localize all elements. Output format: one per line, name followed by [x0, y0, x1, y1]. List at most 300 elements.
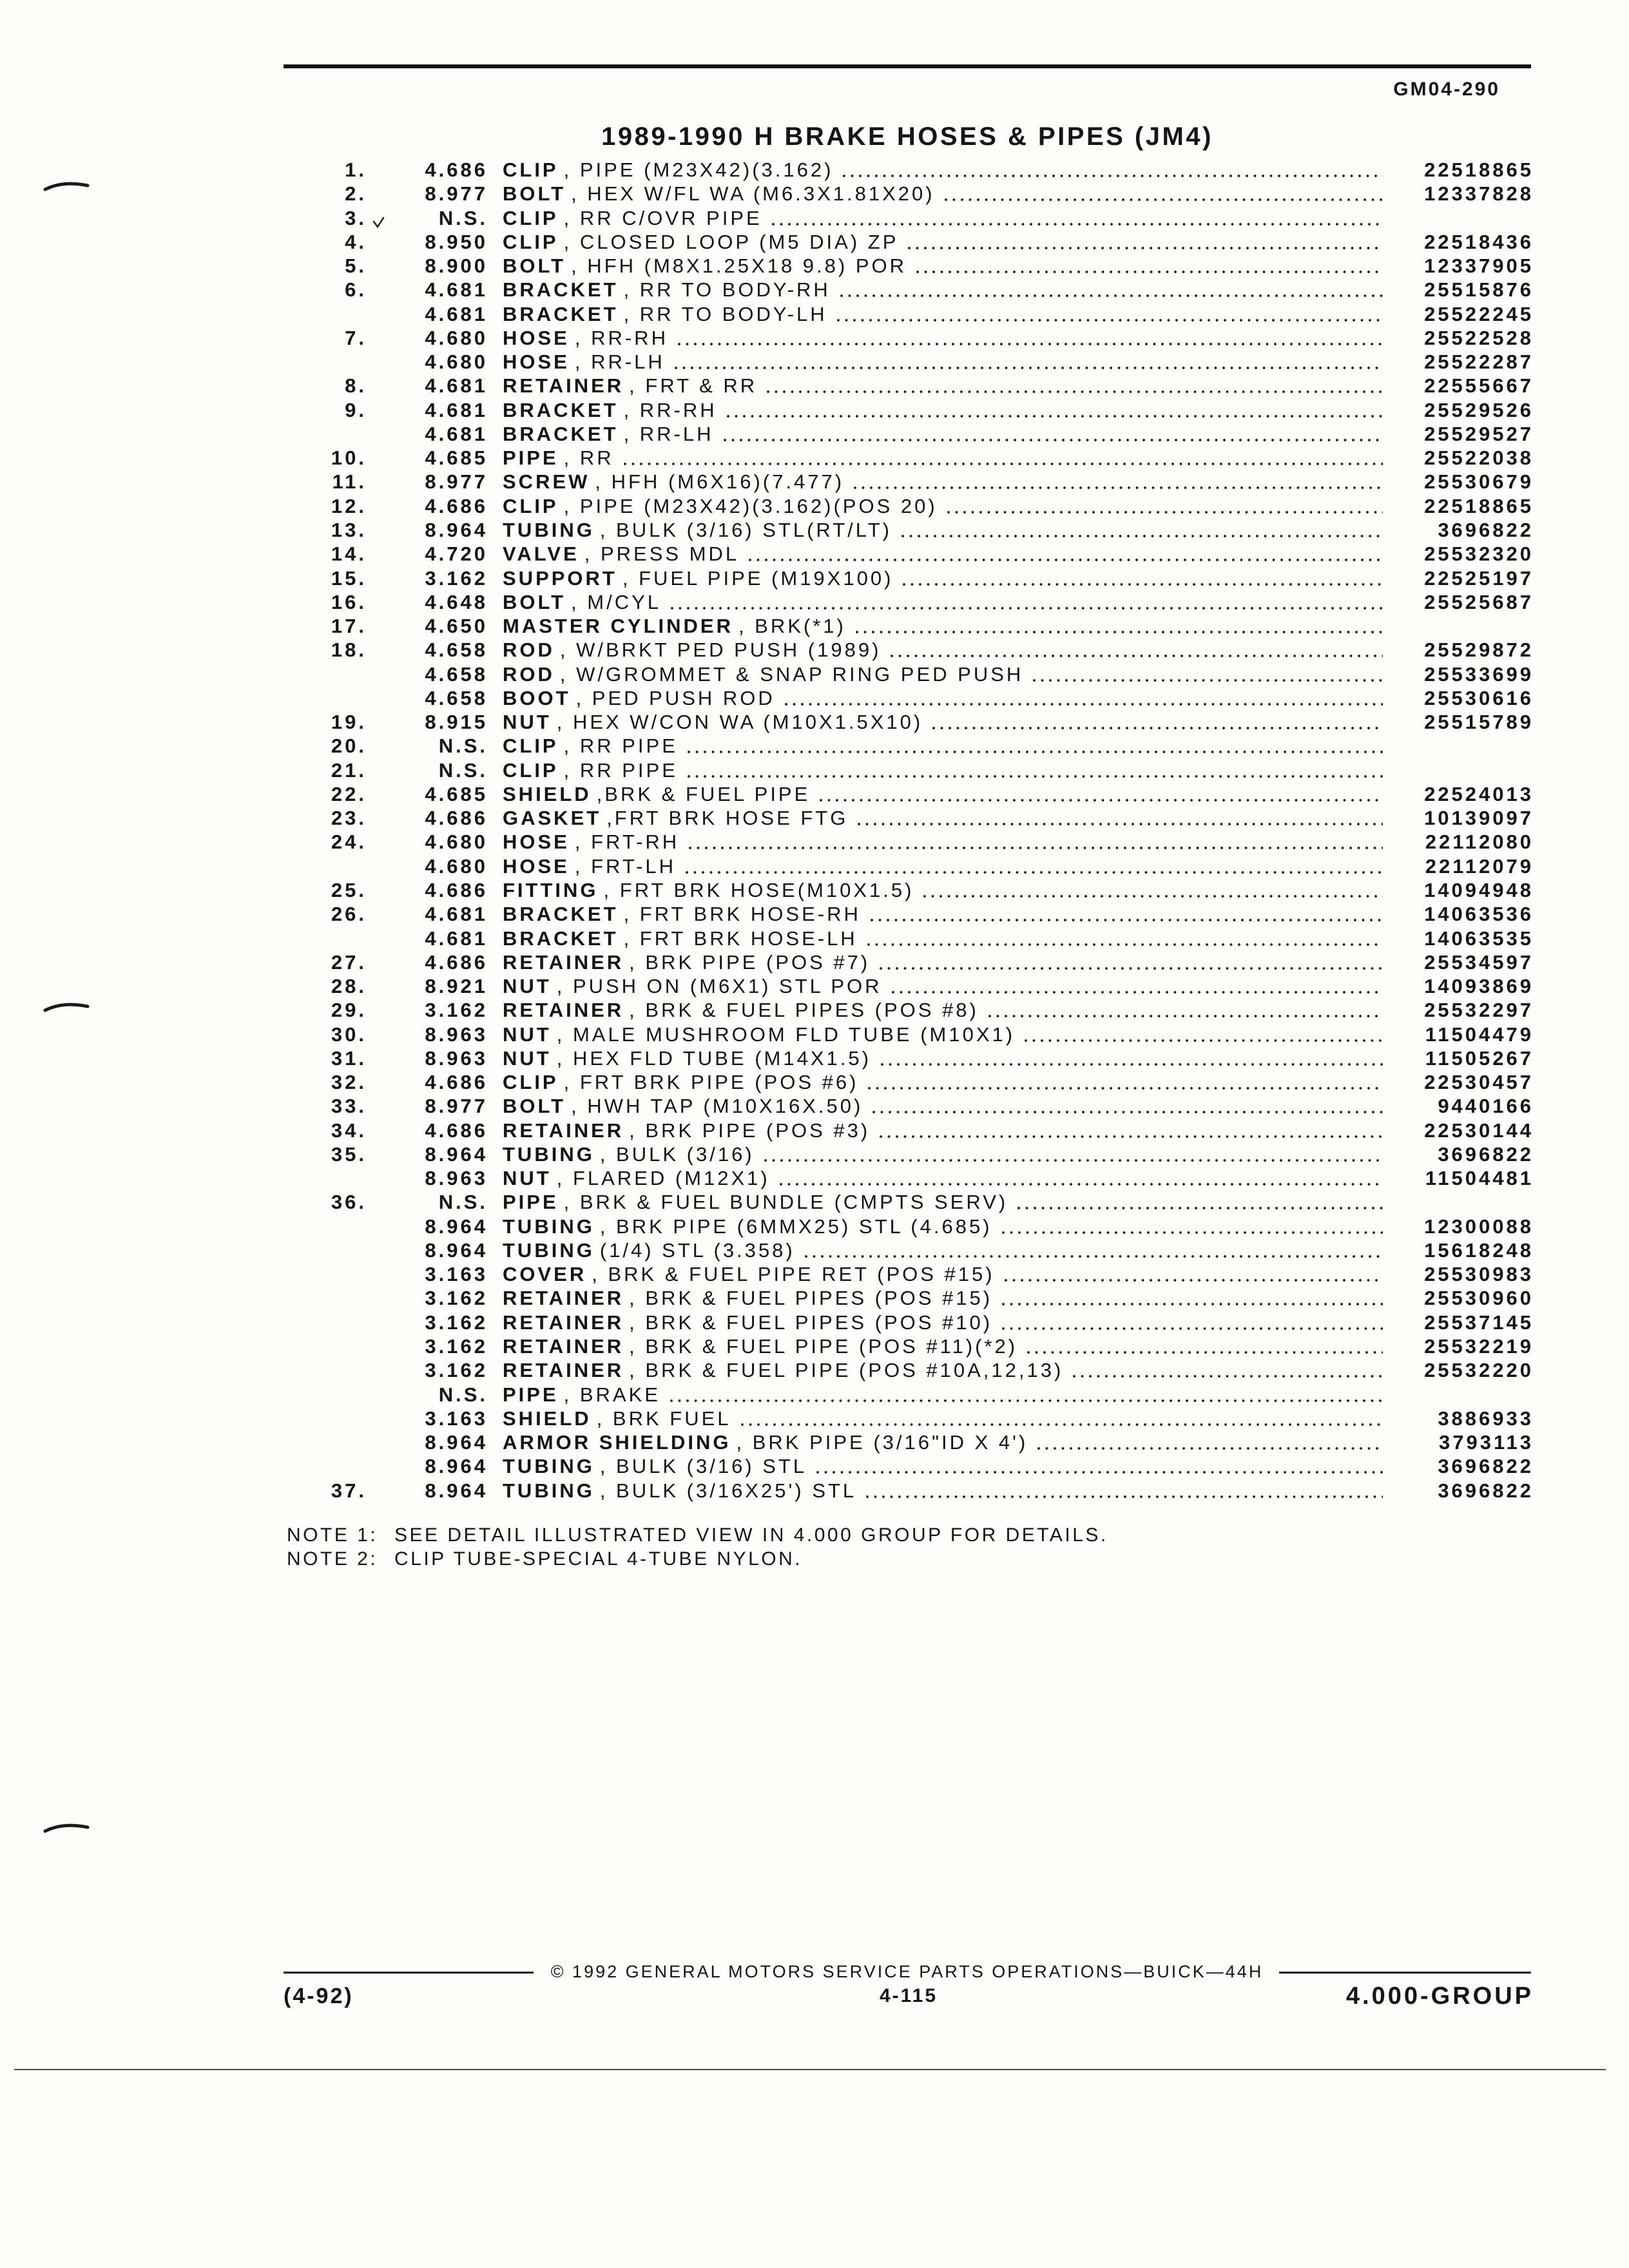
- description: [503, 614, 1383, 638]
- dot-leader: [891, 974, 1383, 998]
- part-number: 14063535: [1424, 927, 1534, 950]
- description: [503, 927, 1383, 950]
- part-name: SUPPORT: [503, 566, 617, 590]
- part-detail: , BRK & FUEL PIPE (POS #10A,12,13): [629, 1359, 1064, 1382]
- part-detail: , HEX W/CON WA (M10X1.5X10): [556, 711, 923, 734]
- group-number: 4.681: [425, 903, 488, 926]
- note-label: NOTE 2:: [287, 1548, 378, 1570]
- part-detail: , FRT-RH: [574, 831, 680, 854]
- item-number: 36.: [331, 1191, 367, 1214]
- part-name: BRACKET: [503, 422, 619, 445]
- part-name: HOSE: [503, 326, 570, 349]
- scan-edge-line: [14, 2069, 1606, 2070]
- description: [503, 1358, 1383, 1382]
- part-detail: , CLOSED LOOP (M5 DIA) ZP: [563, 230, 899, 253]
- date-code: (4-92): [284, 1984, 354, 2008]
- dot-leader: [872, 1094, 1383, 1118]
- group-number: 4.685: [425, 447, 488, 470]
- parts-row: [0, 278, 1629, 302]
- parts-row: [0, 302, 1629, 326]
- scan-mark: [45, 1825, 88, 1831]
- parts-row: [0, 1023, 1629, 1046]
- dot-leader: [1001, 1311, 1383, 1334]
- description: [503, 542, 1383, 566]
- item-number: 1.: [345, 159, 367, 181]
- parts-row: [0, 590, 1629, 614]
- part-number: 25532219: [1424, 1335, 1534, 1358]
- part-name: RETAINER: [503, 999, 624, 1022]
- part-number: 25530616: [1424, 686, 1534, 709]
- part-number: 12337905: [1424, 255, 1534, 278]
- description: [503, 1479, 1383, 1503]
- parts-list: [0, 158, 1629, 1503]
- part-number: 25530960: [1424, 1287, 1534, 1310]
- part-name: CLIP: [503, 494, 559, 517]
- item-number: 35.: [331, 1142, 367, 1166]
- description: [503, 1311, 1383, 1334]
- description: [503, 662, 1383, 686]
- part-detail: , BRK & FUEL PIPES (POS #10): [629, 1311, 993, 1334]
- dot-leader: [855, 614, 1383, 638]
- group-number: 8.977: [425, 1095, 488, 1118]
- note-line: [287, 1523, 1108, 1547]
- part-detail: , FRT & RR: [629, 374, 758, 398]
- part-name: BRACKET: [503, 398, 619, 421]
- dot-leader: [677, 326, 1383, 350]
- part-detail: , RR TO BODY-LH: [623, 302, 827, 325]
- dot-leader: [879, 1119, 1383, 1142]
- group-number: 4.686: [425, 950, 488, 974]
- part-detail: , HFH (M8X1.25X18 9.8) POR: [571, 255, 907, 278]
- dot-leader: [687, 734, 1383, 758]
- item-number: 19.: [331, 711, 367, 734]
- description: [503, 806, 1383, 830]
- group-number: 8.921: [425, 975, 488, 998]
- dot-leader: [670, 1383, 1383, 1407]
- description: [503, 1454, 1383, 1478]
- dot-leader: [764, 1142, 1383, 1166]
- description: [503, 1046, 1383, 1070]
- parts-row: [0, 470, 1629, 494]
- part-number: 11504481: [1425, 1167, 1534, 1190]
- description: [503, 158, 1383, 182]
- description: [503, 446, 1383, 470]
- part-name: BRACKET: [503, 302, 619, 325]
- part-number: 22530457: [1424, 1071, 1534, 1094]
- part-detail: , FRT BRK HOSE(M10X1.5): [603, 878, 914, 901]
- parts-row: [0, 1383, 1629, 1407]
- description: [503, 1190, 1383, 1214]
- dot-leader: [901, 518, 1383, 542]
- description: [503, 974, 1383, 998]
- dot-leader: [907, 230, 1383, 254]
- parts-row: [0, 878, 1629, 902]
- item-number: 21.: [331, 758, 367, 782]
- part-detail: , PIPE (M23X42)(3.162)(POS 20): [563, 494, 938, 517]
- group-number: 3.162: [425, 1359, 488, 1382]
- part-number: 22524013: [1424, 782, 1534, 805]
- item-number: 4.: [345, 230, 367, 253]
- part-detail: , BULK (3/16) STL(RT/LT): [599, 518, 892, 541]
- dot-leader: [947, 494, 1383, 518]
- group-number: 8.964: [425, 1479, 488, 1502]
- parts-row: [0, 518, 1629, 542]
- group-number: 4.680: [425, 351, 488, 374]
- part-detail: , BRK PIPE (POS #7): [629, 950, 871, 974]
- part-number: 25530679: [1424, 470, 1534, 494]
- parts-row: [0, 1358, 1629, 1382]
- dot-leader: [840, 278, 1383, 302]
- parts-row: [0, 950, 1629, 974]
- part-detail: , PRESS MDL: [584, 543, 740, 566]
- copyright: © 1992 GENERAL MOTORS SERVICE PARTS OPERATIONS—BUICK—44H: [550, 1962, 1264, 1981]
- description: [503, 1166, 1383, 1190]
- part-detail: , RR TO BODY-RH: [623, 278, 831, 302]
- part-detail: , RR-LH: [574, 351, 665, 374]
- part-number: 25532320: [1424, 543, 1534, 566]
- dot-leader: [685, 854, 1383, 878]
- parts-row: [0, 1119, 1629, 1142]
- part-number: 3886933: [1438, 1407, 1534, 1430]
- part-detail: , RR C/OVR PIPE: [563, 206, 762, 229]
- part-name: CLIP: [503, 758, 559, 782]
- description: [503, 590, 1383, 614]
- part-name: CLIP: [503, 159, 559, 181]
- dot-leader: [867, 1070, 1383, 1094]
- dot-leader: [1037, 1430, 1383, 1454]
- note-line: [287, 1547, 1108, 1571]
- part-detail: , MALE MUSHROOM FLD TUBE (M10X1): [556, 1023, 1016, 1046]
- dot-leader: [923, 878, 1383, 902]
- dot-leader: [1017, 1190, 1383, 1214]
- group-number: 8.964: [425, 1431, 488, 1454]
- description: [503, 1023, 1383, 1046]
- part-number: 22518865: [1424, 159, 1534, 181]
- parts-row: [0, 398, 1629, 422]
- part-name: ROD: [503, 639, 555, 662]
- group-number: 4.686: [425, 159, 488, 181]
- item-number: 14.: [331, 543, 367, 566]
- part-name: SHIELD: [503, 1407, 592, 1430]
- parts-row: [0, 686, 1629, 710]
- dot-leader: [804, 1238, 1383, 1262]
- dot-leader: [1001, 1215, 1383, 1238]
- item-number: 2.: [345, 182, 367, 206]
- parts-row: [0, 326, 1629, 350]
- item-number: 10.: [331, 447, 367, 470]
- group-label: 4.000-GROUP: [1345, 1983, 1534, 2010]
- item-number: 16.: [331, 590, 367, 613]
- dot-leader: [890, 638, 1383, 662]
- parts-row: [0, 1286, 1629, 1310]
- parts-row: [0, 158, 1629, 182]
- item-number: 7.: [345, 326, 367, 349]
- group-number: N.S.: [438, 206, 488, 229]
- parts-row: [0, 350, 1629, 374]
- part-name: TUBING: [503, 1455, 595, 1478]
- description: [503, 1119, 1383, 1142]
- description: [503, 758, 1383, 782]
- part-name: NUT: [503, 1023, 552, 1046]
- description: [503, 782, 1383, 806]
- item-number: 17.: [331, 615, 367, 638]
- group-number: 4.681: [425, 422, 488, 445]
- part-name: PIPE: [503, 1383, 559, 1406]
- part-number: 14094948: [1424, 878, 1534, 901]
- description: [503, 1094, 1383, 1118]
- part-number: 12300088: [1424, 1215, 1534, 1238]
- dot-leader: [880, 1046, 1383, 1070]
- part-number: 25530983: [1424, 1263, 1534, 1286]
- part-detail: , BRK & FUEL PIPES (POS #8): [629, 999, 979, 1022]
- part-detail: , BRK(*1): [738, 615, 846, 638]
- group-number: 3.162: [425, 1287, 488, 1310]
- dot-leader: [1072, 1358, 1383, 1382]
- parts-row: [0, 1238, 1629, 1262]
- parts-row: [0, 902, 1629, 926]
- description: [503, 950, 1383, 974]
- part-name: FITTING: [503, 878, 599, 901]
- item-number: 30.: [331, 1023, 367, 1046]
- part-name: BOOT: [503, 686, 571, 709]
- part-name: NUT: [503, 975, 552, 998]
- group-number: 4.681: [425, 278, 488, 302]
- parts-row: [0, 422, 1629, 446]
- description: [503, 566, 1383, 590]
- dot-leader: [771, 206, 1383, 230]
- part-detail: , BULK (3/16): [599, 1142, 755, 1166]
- part-name: NUT: [503, 1167, 552, 1190]
- part-number: 25525687: [1424, 590, 1534, 613]
- group-number: 4.685: [425, 782, 488, 805]
- dot-leader: [867, 927, 1383, 950]
- part-number: 25522038: [1424, 447, 1534, 470]
- item-number: 9.: [345, 398, 367, 421]
- description: [503, 518, 1383, 542]
- item-number: 23.: [331, 807, 367, 830]
- part-detail: , FLARED (M12X1): [556, 1167, 770, 1190]
- part-number: 22112080: [1425, 831, 1534, 854]
- description: [503, 638, 1383, 662]
- group-number: N.S.: [438, 735, 488, 758]
- parts-row: [0, 494, 1629, 518]
- description: [503, 230, 1383, 254]
- description: [503, 206, 1383, 230]
- part-name: BRACKET: [503, 278, 619, 302]
- group-number: 4.686: [425, 807, 488, 830]
- item-number: 13.: [331, 518, 367, 541]
- part-number: 14093869: [1424, 975, 1534, 998]
- dot-leader: [932, 710, 1383, 734]
- description: [503, 1215, 1383, 1238]
- description: [503, 1262, 1383, 1286]
- part-detail: , RR: [563, 447, 614, 470]
- part-number: 22518436: [1424, 230, 1534, 253]
- part-detail: , RR-RH: [574, 326, 668, 349]
- part-name: ARMOR SHIELDING: [503, 1431, 731, 1454]
- part-name: SCREW: [503, 470, 590, 494]
- parts-row: [0, 1215, 1629, 1238]
- part-number: 3696822: [1438, 1479, 1534, 1502]
- group-number: 8.963: [425, 1046, 488, 1070]
- parts-row: [0, 614, 1629, 638]
- part-name: PIPE: [503, 447, 559, 470]
- group-number: 4.681: [425, 302, 488, 325]
- part-number: 14063536: [1424, 903, 1534, 926]
- dot-leader: [1001, 1286, 1383, 1310]
- part-name: RETAINER: [503, 1287, 624, 1310]
- part-name: MASTER CYLINDER: [503, 615, 733, 638]
- parts-row: [0, 230, 1629, 254]
- parts-row: [0, 782, 1629, 806]
- description: [503, 1070, 1383, 1094]
- description: [503, 302, 1383, 326]
- group-number: 3.162: [425, 1335, 488, 1358]
- notes: [287, 1523, 1108, 1571]
- description: [503, 1430, 1383, 1454]
- group-number: 4.680: [425, 854, 488, 878]
- description: [503, 350, 1383, 374]
- group-number: 8.963: [425, 1023, 488, 1046]
- group-number: 4.686: [425, 494, 488, 517]
- part-number: 25515789: [1424, 711, 1534, 734]
- group-number: 8.964: [425, 518, 488, 541]
- part-name: VALVE: [503, 543, 579, 566]
- part-name: BOLT: [503, 1095, 566, 1118]
- dot-leader: [623, 446, 1383, 470]
- part-name: BOLT: [503, 182, 566, 206]
- description: [503, 494, 1383, 518]
- parts-row: [0, 542, 1629, 566]
- part-number: 25529526: [1424, 398, 1534, 421]
- description: [503, 1407, 1383, 1430]
- dot-leader: [766, 374, 1383, 398]
- parts-row: [0, 758, 1629, 782]
- dot-leader: [687, 758, 1383, 782]
- dot-leader: [819, 782, 1383, 806]
- part-number: 22518865: [1424, 494, 1534, 517]
- part-number: 3793113: [1439, 1431, 1534, 1454]
- part-detail: ,BRK & FUEL PIPE: [596, 782, 811, 805]
- page-number: 4-115: [879, 1985, 938, 2006]
- group-number: 8.964: [425, 1455, 488, 1478]
- part-detail: , FRT-LH: [574, 854, 677, 878]
- dot-leader: [688, 830, 1383, 854]
- description: [503, 830, 1383, 854]
- parts-row: [0, 1334, 1629, 1358]
- group-number: 3.162: [425, 999, 488, 1022]
- group-number: 8.900: [425, 255, 488, 278]
- dot-leader: [816, 1454, 1383, 1478]
- group-number: 3.163: [425, 1263, 488, 1286]
- group-number: 4.650: [425, 615, 488, 638]
- part-name: TUBING: [503, 1238, 595, 1262]
- part-name: BOLT: [503, 590, 566, 613]
- dot-leader: [1004, 1262, 1383, 1286]
- description: [503, 686, 1383, 710]
- part-detail: , HWH TAP (M10X16X.50): [571, 1095, 863, 1118]
- dot-leader: [836, 302, 1383, 326]
- part-detail: , BRK & FUEL PIPES (POS #15): [629, 1287, 993, 1310]
- page-title: 1989-1990 H BRAKE HOSES & PIPES (JM4): [601, 122, 1213, 151]
- part-number: 15618248: [1424, 1238, 1534, 1262]
- group-number: 4.658: [425, 662, 488, 686]
- part-name: HOSE: [503, 854, 570, 878]
- parts-row: [0, 1070, 1629, 1094]
- dot-leader: [726, 398, 1383, 422]
- dot-leader: [674, 350, 1383, 374]
- group-number: 8.977: [425, 470, 488, 494]
- part-detail: , BRK PIPE (6MMX25) STL (4.685): [599, 1215, 992, 1238]
- part-detail: , FRT BRK HOSE-LH: [623, 927, 858, 950]
- part-number: 12337828: [1424, 182, 1534, 206]
- part-name: SHIELD: [503, 782, 592, 805]
- part-number: 25532220: [1424, 1359, 1534, 1382]
- part-name: CLIP: [503, 206, 559, 229]
- part-name: RETAINER: [503, 374, 624, 398]
- dot-leader: [670, 590, 1383, 614]
- part-name: NUT: [503, 711, 552, 734]
- part-detail: , PUSH ON (M6X1) STL POR: [556, 975, 882, 998]
- part-detail: , BRK PIPE (3/16"ID X 4'): [736, 1431, 1028, 1454]
- part-name: RETAINER: [503, 1119, 624, 1142]
- item-number: 18.: [331, 639, 367, 662]
- item-number: 6.: [345, 278, 367, 302]
- item-number: 37.: [331, 1479, 367, 1502]
- description: [503, 278, 1383, 302]
- group-number: 4.658: [425, 639, 488, 662]
- part-detail: , HFH (M6X16)(7.477): [595, 470, 845, 494]
- parts-row: [0, 374, 1629, 398]
- parts-row: [0, 854, 1629, 878]
- description: [503, 374, 1383, 398]
- group-number: 8.963: [425, 1167, 488, 1190]
- part-name: RETAINER: [503, 1311, 624, 1334]
- item-number: 26.: [331, 903, 367, 926]
- part-name: BRACKET: [503, 927, 619, 950]
- group-number: 3.162: [425, 566, 488, 590]
- part-number: 10139097: [1424, 807, 1534, 830]
- part-number: 25533699: [1424, 662, 1534, 686]
- group-number: 4.686: [425, 878, 488, 901]
- item-number: 15.: [331, 566, 367, 590]
- part-detail: , RR PIPE: [563, 735, 678, 758]
- item-number: 31.: [331, 1046, 367, 1070]
- dot-leader: [902, 566, 1383, 590]
- part-number: 11504479: [1425, 1023, 1534, 1046]
- item-number: 12.: [331, 494, 367, 517]
- part-name: TUBING: [503, 1215, 595, 1238]
- dot-leader: [870, 902, 1383, 926]
- part-number: 25529872: [1424, 639, 1534, 662]
- note-text: SEE DETAIL ILLUSTRATED VIEW IN 4.000 GROUP FOR DETAILS.: [394, 1524, 1108, 1546]
- part-name: RETAINER: [503, 950, 624, 974]
- footer-rule-left: [284, 1972, 534, 1974]
- dot-leader: [1024, 1023, 1383, 1046]
- group-number: 8.915: [425, 711, 488, 734]
- description: [503, 878, 1383, 902]
- part-number: 25534597: [1424, 950, 1534, 974]
- dot-leader: [740, 1407, 1383, 1430]
- group-number: N.S.: [438, 1383, 488, 1406]
- item-number: 33.: [331, 1095, 367, 1118]
- part-name: BRACKET: [503, 903, 619, 926]
- part-detail: , FUEL PIPE (M19X100): [622, 566, 894, 590]
- parts-row: [0, 1430, 1629, 1454]
- description: [503, 398, 1383, 422]
- dot-leader: [916, 254, 1383, 278]
- parts-row: [0, 566, 1629, 590]
